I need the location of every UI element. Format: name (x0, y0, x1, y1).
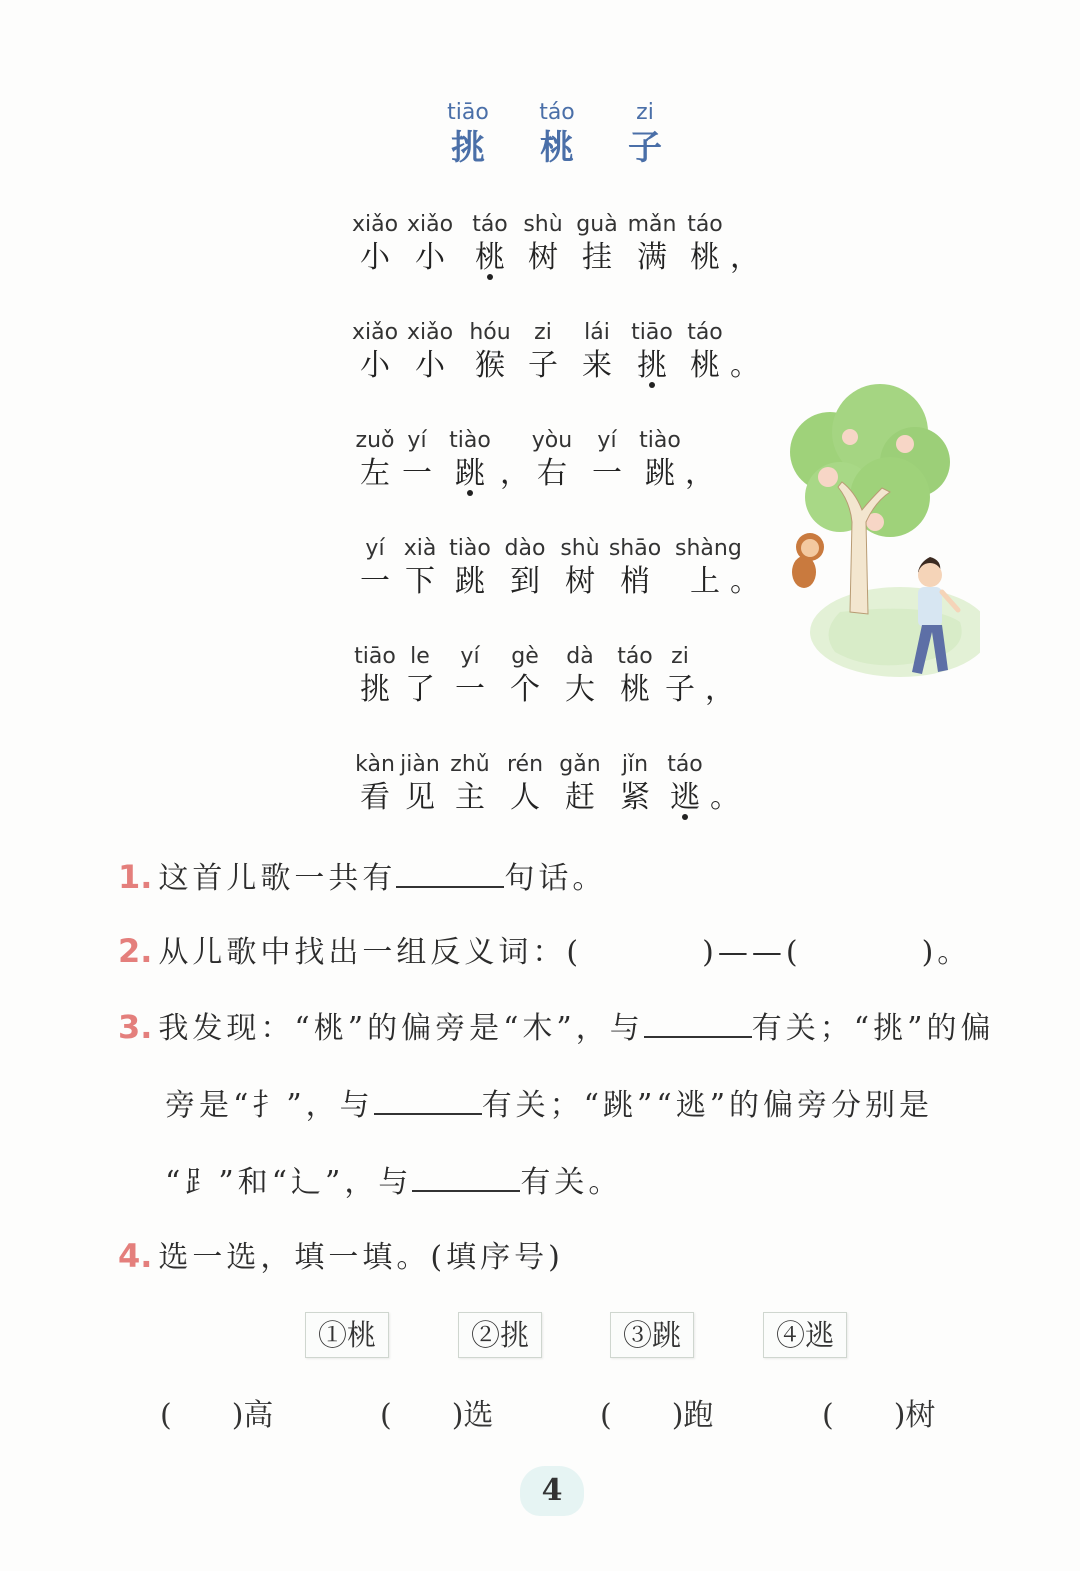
pinyin: táo (687, 212, 723, 237)
hanzi: 逃 (670, 780, 700, 815)
title-hanzi: 挑 (451, 128, 485, 168)
pinyin: táo (617, 644, 653, 669)
hanzi: 左 (360, 456, 390, 491)
hanzi: 见 (405, 780, 435, 815)
poem-char (440, 752, 500, 818)
hanzi: 跳 (455, 564, 485, 599)
poem-char (622, 320, 682, 388)
question-3 (118, 1006, 994, 1049)
question-3-line-2 (165, 1083, 933, 1126)
poem-char (650, 644, 710, 710)
punctuation: 。 (710, 780, 740, 815)
title-pinyin: zi (636, 100, 654, 125)
hanzi: 主 (455, 780, 485, 815)
poem-char (440, 644, 500, 710)
hanzi: 子 (665, 672, 695, 707)
punctuation: ， (685, 456, 715, 491)
hanzi: 了 (405, 672, 435, 707)
title-char (428, 100, 508, 170)
pinyin: le (410, 644, 430, 669)
punctuation: ， (500, 456, 530, 491)
poem-char (577, 428, 637, 494)
punctuation: ， (705, 672, 735, 707)
poem-char (513, 212, 573, 278)
question-3-line-3 (165, 1160, 622, 1203)
poem-char (567, 212, 627, 278)
pinyin: dào (504, 536, 546, 561)
pinyin: gǎn (559, 752, 601, 777)
hanzi: 桃 (690, 240, 720, 275)
hanzi: 下 (405, 564, 435, 599)
poem-char (655, 752, 715, 820)
poem-char (495, 536, 555, 602)
poem-char (550, 536, 610, 602)
poem-char (513, 320, 573, 386)
question-number: 4. (118, 1237, 153, 1275)
fill-blank-item[interactable]: ( )树 (822, 1398, 936, 1433)
hanzi: 右 (537, 456, 567, 491)
fill-blank-item[interactable]: ( )高 (160, 1398, 274, 1433)
poem-char (550, 752, 610, 818)
pinyin: tiāo (354, 644, 396, 669)
hanzi: 大 (565, 672, 595, 707)
question-text: 有关；“挑”的偏 (751, 1011, 995, 1046)
question-text: “⻊”和“辶”，与 (165, 1165, 413, 1200)
hanzi: 挑 (637, 348, 667, 383)
poem-line (345, 644, 795, 724)
answer-blank[interactable] (374, 1083, 482, 1115)
option-card: ①桃 (305, 1312, 389, 1358)
pinyin: gè (511, 644, 539, 669)
hanzi: 上 (690, 564, 720, 599)
pinyin: yí (407, 428, 427, 453)
pinyin: dà (566, 644, 594, 669)
pinyin: shù (560, 536, 600, 561)
punctuation: ， (730, 240, 760, 275)
hanzi: 树 (565, 564, 595, 599)
hanzi: 树 (528, 240, 558, 275)
hanzi: 个 (510, 672, 540, 707)
pinyin: shù (523, 212, 563, 237)
hanzi: 来 (582, 348, 612, 383)
poem-char (400, 320, 460, 386)
option-card: ④逃 (763, 1312, 847, 1358)
poem-char (605, 536, 665, 602)
answer-blank[interactable] (412, 1160, 520, 1192)
poem-char (345, 212, 405, 278)
pinyin: mǎn (627, 212, 677, 237)
pinyin: zi (671, 644, 689, 669)
hanzi: 一 (455, 672, 485, 707)
pinyin: shàng (675, 536, 742, 561)
poem-line (345, 536, 795, 616)
question-text: 有关；“跳”“逃”的偏旁分别是 (481, 1088, 934, 1123)
poem-char (460, 320, 520, 386)
pinyin: guà (576, 212, 618, 237)
hanzi: 子 (528, 348, 558, 383)
title-char (605, 100, 685, 170)
pinyin: tiào (449, 536, 491, 561)
question-text: 我发现：“桃”的偏旁是“木”，与 (158, 1011, 644, 1046)
pinyin: xiǎo (351, 212, 399, 237)
fill-blank-item[interactable]: ( )选 (380, 1398, 494, 1433)
hanzi: 一 (360, 564, 390, 599)
pinyin: zhǔ (450, 752, 490, 777)
hanzi: 桃 (620, 672, 650, 707)
tree-monkey-boy-illustration (780, 382, 980, 682)
pinyin: shāo (608, 536, 662, 561)
question-text: 选一选，填一填。(填序号) (158, 1240, 564, 1275)
poem-char (550, 644, 610, 710)
title-hanzi: 桃 (540, 128, 574, 168)
title-hanzi: 子 (628, 128, 662, 168)
hanzi: 到 (510, 564, 540, 599)
hanzi: 跳 (645, 456, 675, 491)
hanzi: 一 (592, 456, 622, 491)
poem-char (387, 428, 447, 494)
pinyin: xiǎo (351, 320, 399, 345)
poem-char (675, 212, 735, 278)
pinyin: yí (460, 644, 480, 669)
title-char (517, 100, 597, 170)
hanzi: 紧 (620, 780, 650, 815)
hanzi: 人 (510, 780, 540, 815)
question-text: 这首儿歌一共有 (158, 861, 397, 896)
hanzi: 满 (637, 240, 667, 275)
poem-line (345, 428, 795, 508)
option-card: ③跳 (610, 1312, 694, 1358)
poem-char (495, 752, 555, 818)
pinyin: xiǎo (406, 212, 454, 237)
hanzi: 猴 (475, 348, 505, 383)
hanzi: 跳 (455, 456, 485, 491)
hanzi: 看 (360, 780, 390, 815)
poem-char (675, 536, 742, 602)
pinyin: yí (365, 536, 385, 561)
pinyin: jiàn (400, 752, 440, 777)
question-text: 有关。 (520, 1165, 623, 1200)
question-number: 3. (118, 1008, 153, 1046)
hanzi: 小 (360, 240, 390, 275)
punctuation: 。 (730, 564, 760, 599)
question-text: 句话。 (504, 861, 607, 896)
hanzi: 桃 (690, 348, 720, 383)
poem-char (622, 212, 682, 278)
hanzi: 挑 (360, 672, 390, 707)
pinyin: tiào (639, 428, 681, 453)
poem-char (567, 320, 627, 386)
pinyin: zuǒ (355, 428, 395, 453)
question-number: 1. (118, 858, 153, 896)
question-1 (118, 856, 606, 899)
poem-line (345, 320, 795, 400)
pinyin: zi (534, 320, 552, 345)
pinyin: yòu (531, 428, 573, 453)
fill-blank-item[interactable]: ( )跑 (600, 1398, 714, 1433)
pinyin: tiāo (631, 320, 673, 345)
poem-char (675, 320, 735, 386)
hanzi: 梢 (620, 564, 650, 599)
poem-char (522, 428, 582, 494)
option-card: ②挑 (458, 1312, 542, 1358)
poem-char (460, 212, 520, 280)
pinyin: rén (506, 752, 544, 777)
poem-char (345, 320, 405, 386)
question-4 (118, 1236, 564, 1278)
pinyin: jǐn (621, 752, 649, 777)
pinyin: xiǎo (406, 320, 454, 345)
hanzi: 挂 (582, 240, 612, 275)
hanzi: 赶 (565, 780, 595, 815)
hanzi: 小 (415, 240, 445, 275)
pinyin: hóu (469, 320, 511, 345)
answer-blank[interactable] (644, 1006, 752, 1038)
pinyin: xià (403, 536, 437, 561)
poem-char (440, 536, 500, 602)
title-pinyin: tiāo (447, 100, 489, 125)
page-number: 4 (541, 1473, 563, 1508)
pinyin: táo (687, 320, 723, 345)
question-2 (118, 931, 971, 973)
poem-char (440, 428, 500, 496)
poem-char (630, 428, 690, 494)
hanzi: 一 (402, 456, 432, 491)
pinyin: lái (584, 320, 610, 345)
answer-blank[interactable] (396, 856, 504, 888)
pinyin: tiào (449, 428, 491, 453)
poem-char (400, 212, 460, 278)
question-number: 2. (118, 932, 153, 970)
punctuation: 。 (730, 348, 760, 383)
hanzi: 桃 (475, 240, 505, 275)
poem-line (345, 752, 795, 832)
question-text: )。 (921, 935, 972, 970)
pinyin: táo (472, 212, 508, 237)
poem-line (345, 212, 795, 292)
title-pinyin: táo (539, 100, 575, 125)
hanzi: 小 (415, 348, 445, 383)
poem-char (495, 644, 555, 710)
pinyin: táo (667, 752, 703, 777)
question-text: 旁是“扌”，与 (165, 1088, 374, 1123)
pinyin: kàn (355, 752, 395, 777)
hanzi: 小 (360, 348, 390, 383)
question-text: 从儿歌中找出一组反义词：( (158, 935, 583, 970)
pinyin: yí (597, 428, 617, 453)
question-text: )——( (702, 935, 802, 970)
